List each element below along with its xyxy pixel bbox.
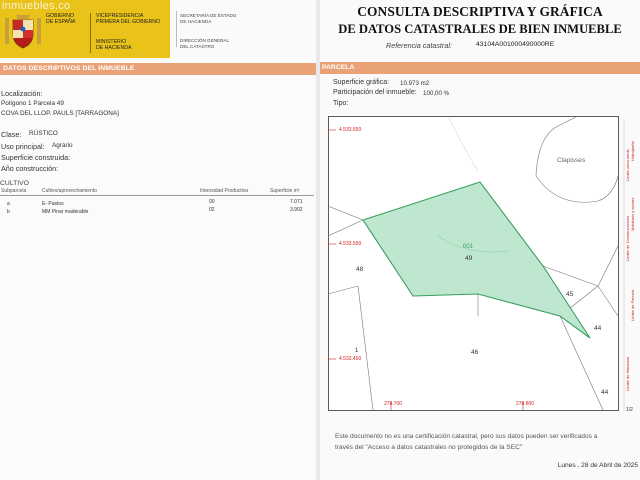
legend-item: Límite de Manzana [625,356,630,391]
row-b-sub: b [7,209,10,215]
cultivo-title: CULTIVO [0,180,29,187]
map-label-49: 49 [465,255,473,262]
anio-label: Año construcción: [1,164,59,173]
map-label-001: 001 [463,244,474,250]
superficie-label: Superficie construida: [1,153,71,162]
vp-line-2: PRIMERA DEL GOBIERNO [96,19,161,25]
dir-line-2: DEL CATASTRO [180,43,215,49]
divider [90,13,91,53]
watermark-text: inmuebles.co [2,0,71,12]
divider [176,11,177,47]
map-label-45: 45 [566,291,574,298]
secretaria-band [170,0,316,58]
coord-y-2: 4.533.550 [339,241,362,247]
right-page [320,0,640,480]
section-band-parcela [320,62,640,74]
th-superficie: Superficie m² [270,188,300,194]
superficie-grafica-value: 10.973 m2 [400,80,430,87]
coord-x-2: 278.800 [516,401,535,407]
section-title: PARCELA [322,64,355,71]
row-a-intensidad: 00 [209,199,215,205]
coord-x-1: 278.700 [384,401,403,407]
map-label-46: 46 [471,349,479,356]
legend-item: Límite zona verde [625,149,630,181]
footer-line-2: través del "Acceso a datos catastrales no protegidos de la SEC" [335,444,523,451]
clase-value: RÚSTICO [29,130,58,137]
uso-value: Agrario [52,142,73,149]
map-label-clapisses: Clapisses [557,157,586,164]
vicepresidencia-text [96,13,166,25]
hac-line-2: DE HACIENDA [96,45,132,51]
sec-line-2: DE HACIENDA [180,18,212,24]
coord-y-3: 4.533.450 [339,356,362,362]
section-title: DATOS DESCRIPTIVOS DEL INMUEBLE [3,65,135,72]
localizacion-label: Localización: [1,89,43,98]
page-title-line-2: DE DATOS CATASTRALES DE BIEN INMUEBLE [338,22,622,36]
left-page [0,0,316,480]
gov-text-block [46,13,161,51]
scale-label: 1/2 [626,407,633,412]
document-date: Lunes , 28 de Abril de 2025 [557,462,638,469]
map-label-44a: 44 [594,325,602,332]
row-b-cultivo: MM Pinar maderable [42,209,89,215]
secretaria-text [180,13,260,24]
cadastral-map [328,116,640,412]
header [0,0,316,58]
row-b-superficie: 3.902 [290,207,303,213]
legend-item: Límite de Construcciones [625,215,630,261]
coat-of-arms-icon [3,12,43,52]
row-a-cultivo: E- Pastos [42,201,64,207]
map-label-1: 1 [355,348,359,354]
dir-line-1: DIRECCIÓN GENERAL [180,38,230,43]
legend-item: Mobiliario y aceras [630,197,635,231]
th-intensidad: Intensidad Productiva [200,188,249,194]
hac-line-1: MINISTERIO [96,39,127,45]
page-title-line-1: CONSULTA DESCRIPTIVA Y GRÁFICA [357,4,603,19]
sec-line-1: SECRETARÍA DE ESTADO [180,13,237,18]
row-a-sub: a [7,201,10,207]
table-rule [0,195,314,196]
vp-line-1: VICEPRESIDENCIA [96,13,144,19]
map-label-48: 48 [356,266,364,273]
section-band-datos [0,63,316,75]
referencia-value: 43104A001000490000RE [476,41,555,48]
row-b-intensidad: 02 [209,207,215,213]
gov-line-1: GOBIERNO [46,13,74,19]
map-legend [624,121,635,412]
row-a-superficie: 7.071 [290,199,303,205]
participacion-label: Participación del inmueble: [333,89,417,96]
superficie-grafica-label: Superficie gráfica: [333,79,390,86]
th-cultivo: Cultivo/aprovechamiento [42,188,98,194]
hacienda-text [96,39,166,51]
coord-y-1: 4.533.650 [339,127,362,133]
localizacion-line-2: COVA DEL LLOP. PAULS [TARRAGONA] [1,110,119,117]
map-label-44b: 44 [601,389,609,396]
gov-line-2: DE ESPAÑA [46,19,76,25]
referencia-label: Referencia catastral: [386,41,452,50]
th-subparcela: Subparcela [1,188,27,194]
legend-item: Hidrografía [630,141,635,161]
participacion-value: 100,00 % [423,90,450,97]
direccion-text [180,38,260,49]
clase-label: Clase: [1,130,22,139]
tipo-label: Tipo: [333,100,349,107]
legend-item: Límite de Parcela [630,289,635,321]
uso-label: Uso principal: [1,142,45,151]
localizacion-line-1: Polígono 1 Parcela 49 [1,100,64,107]
footer-line-1: Este documento no es una certificación catastral, pero sus datos pueden ser verificados a [335,433,598,440]
